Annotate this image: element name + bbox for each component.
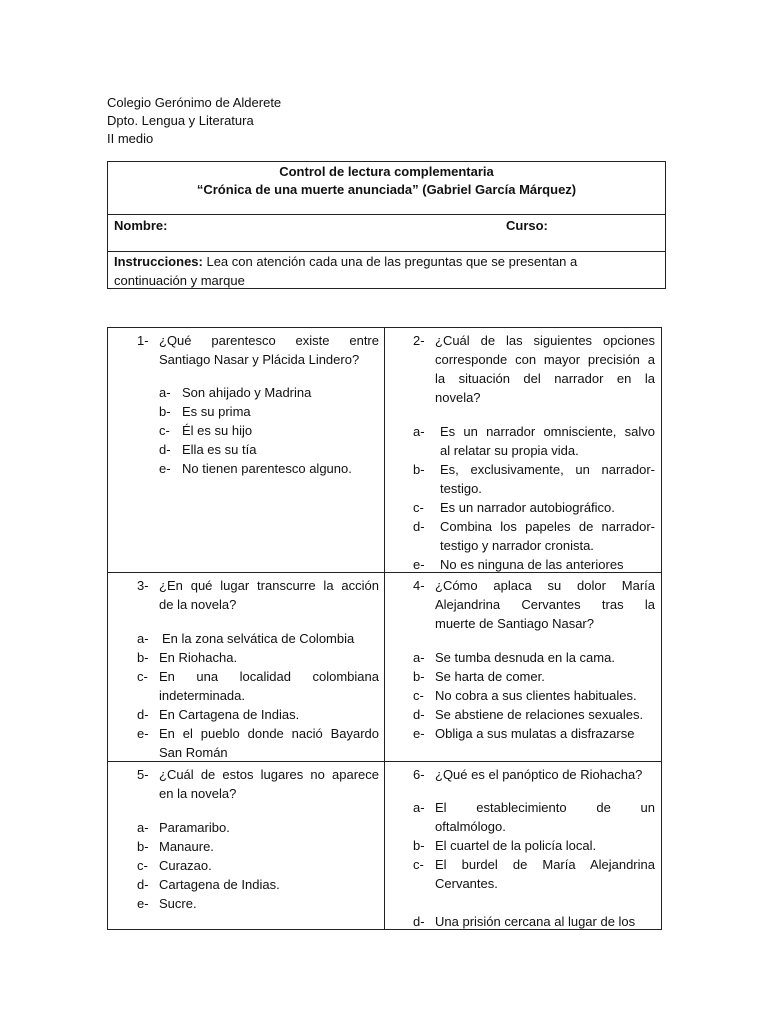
question-stem: ¿Qué es el panóptico de Riohacha?: [435, 767, 643, 782]
question-stem: corresponde con mayor precisión a: [435, 352, 655, 367]
curso-label: Curso:: [506, 218, 548, 233]
question-stem: ¿Cuál de las siguientes opciones: [435, 333, 655, 348]
question-stem: en la novela?: [159, 786, 237, 801]
question-stem: la situación del narrador en la: [435, 371, 655, 386]
question-stem: novela?: [435, 390, 481, 405]
questions-table: 1- ¿Qué parentesco existe entre Santiago Nasar y Plácida Lindero? a- Son ahijado y Madrina b- Es su prima c- Él es su hijo d- Ella es su tía e- No tienen parentesco alguno. 2- ¿Cuál de las siguientes opciones corresponde con mayor precisión a la situación del narrador en la novela? a- Es un narrador omnisciente, salvo al relatar su propia vida. b- Es, exclusivamente, un narrador- testigo. c- Es un narrador autobiográfico. d- Combina los papeles de narrador- testigo y narrador cronista. e- No es ninguna de las anteriores 3- ¿En qué lugar transcurre la acción de la novela? a- En la zona selvática de Colombia b- En Riohacha. c- En una localidad colombiana indeterminada. d- En Cartagena de Indias. e- En el pueblo donde nació Bayardo San Román 4- ¿Cómo aplaca su dolor María Alejandrina Cervantes tras la muerte de Santiago Nasar? a- Se tumba desnuda en la cama. b- Se harta de comer. c- No cobra a sus clientes habituales. d- Se abstiene de relaciones sexuales. e- Obliga a sus mulatas a disfrazarse 5- ¿Cuál de estos lugares no aparece en la novela? a- Paramaribo. b- Manaure. c- Curazao. d- Cartagena de Indias. e- Sucre. 6- ¿Qué es el panóptico de Riohacha? a- El establecimiento de un oftalmólogo. b- El cuartel de la policía local. c- El burdel de María Alejandrina Cervantes. d- Una prisión cercana al lugar de los: [107, 327, 662, 930]
department-name: Dpto. Lengua y Literatura: [107, 113, 254, 128]
instructions-text-2: continuación y marque: [114, 273, 245, 288]
question-stem: ¿Qué parentesco existe entre: [159, 333, 379, 348]
header-table: [107, 161, 666, 289]
question-number: 4-: [413, 578, 425, 593]
question-stem: de la novela?: [159, 597, 237, 612]
school-header: [107, 94, 281, 148]
question-stem: muerte de Santiago Nasar?: [435, 616, 594, 631]
question-number: 2-: [413, 333, 425, 348]
instructions-label: Instrucciones:: [114, 254, 203, 269]
question-number: 5-: [137, 767, 149, 782]
document-title: Control de lectura complementaria: [279, 164, 494, 179]
instructions-text-1: Lea con atención cada una de las preguntas que se presentan a: [202, 254, 578, 269]
question-number: 1-: [137, 333, 149, 348]
question-stem: ¿Cuál de estos lugares no aparece: [159, 767, 379, 782]
course-level: II medio: [107, 131, 154, 146]
student-info-row: [108, 215, 665, 252]
question-stem: ¿En qué lugar transcurre la acción: [159, 578, 379, 593]
row-divider-1: [108, 572, 661, 573]
nombre-label: Nombre:: [114, 218, 168, 233]
question-stem: Alejandrina Cervantes tras la: [435, 597, 655, 612]
question-stem: Santiago Nasar y Plácida Lindero?: [159, 352, 360, 367]
book-title: “Crónica de una muerte anunciada” (Gabriel García Márquez): [196, 182, 577, 197]
question-number: 6-: [413, 767, 425, 782]
question-stem: ¿Cómo aplaca su dolor María: [435, 578, 655, 593]
column-divider: [384, 328, 385, 929]
row-divider-2: [108, 761, 661, 762]
instructions-cell: [108, 252, 665, 289]
school-name: Colegio Gerónimo de Alderete: [107, 95, 282, 110]
title-cell: [108, 162, 665, 215]
question-number: 3-: [137, 578, 149, 593]
